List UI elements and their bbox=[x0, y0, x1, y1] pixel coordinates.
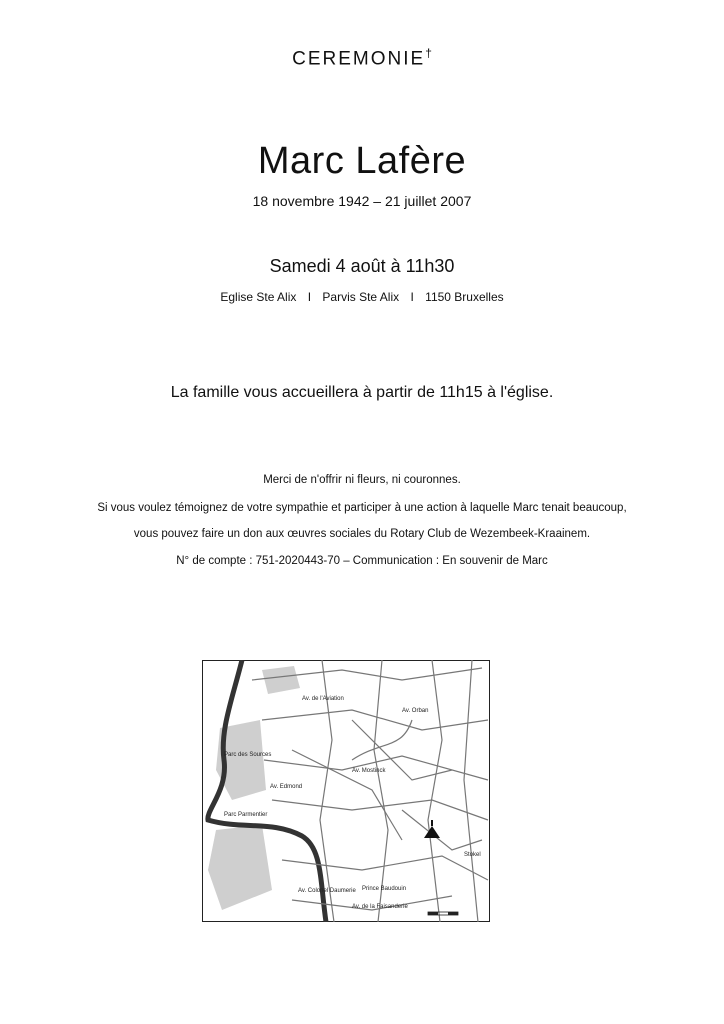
church-name: Eglise Ste Alix bbox=[220, 290, 297, 304]
map-label: Av. Orban bbox=[402, 708, 429, 714]
address-separator: I bbox=[410, 290, 414, 304]
map-label: Av. Colonel Daumerie bbox=[298, 888, 356, 894]
note-line: vous pouvez faire un don aux œuvres sociales du Rotary Club de Wezembeek-Kraainem. bbox=[133, 528, 591, 540]
map-label: Stokel bbox=[464, 852, 481, 858]
church-street: Parvis Ste Alix bbox=[322, 290, 400, 304]
note-line: N° de compte : 751-2020443-70 – Communication : En souvenir de Marc bbox=[176, 555, 548, 567]
map-label: Av. de la Faisanderie bbox=[352, 904, 408, 910]
deceased-name: Marc Lafère bbox=[257, 140, 467, 182]
ceremony-title: CEREMONIE bbox=[292, 48, 426, 70]
church-city: 1150 Bruxelles bbox=[425, 290, 504, 304]
ceremony-address bbox=[0, 290, 724, 304]
address-separator: I bbox=[307, 290, 312, 304]
map-label: Parc des Sources bbox=[224, 752, 272, 758]
location-map bbox=[202, 660, 490, 922]
map-drawing bbox=[202, 660, 490, 922]
map-label: Parc Parmentier bbox=[224, 812, 268, 818]
note-line: Si vous voulez témoignez de votre sympathie et participer à une action à laquelle Marc tenait beaucoup, bbox=[97, 502, 627, 514]
note-line: Merci de n'offrir ni fleurs, ni couronnes. bbox=[263, 474, 461, 486]
map-label: Av. Edmond bbox=[270, 784, 303, 790]
map-label: Av. de l'Aviation bbox=[302, 696, 344, 702]
ceremony-heading bbox=[0, 46, 724, 70]
map-label: Av. Mostinck bbox=[352, 768, 386, 774]
welcome-text: La famille vous accueillera à partir de 11h15 à l'église. bbox=[170, 384, 554, 401]
dagger-mark: † bbox=[425, 46, 432, 60]
life-dates: 18 novembre 1942 – 21 juillet 2007 bbox=[252, 193, 472, 209]
map-label: Prince Baudouin bbox=[362, 886, 407, 892]
ceremony-datetime: Samedi 4 août à 11h30 bbox=[269, 256, 455, 276]
